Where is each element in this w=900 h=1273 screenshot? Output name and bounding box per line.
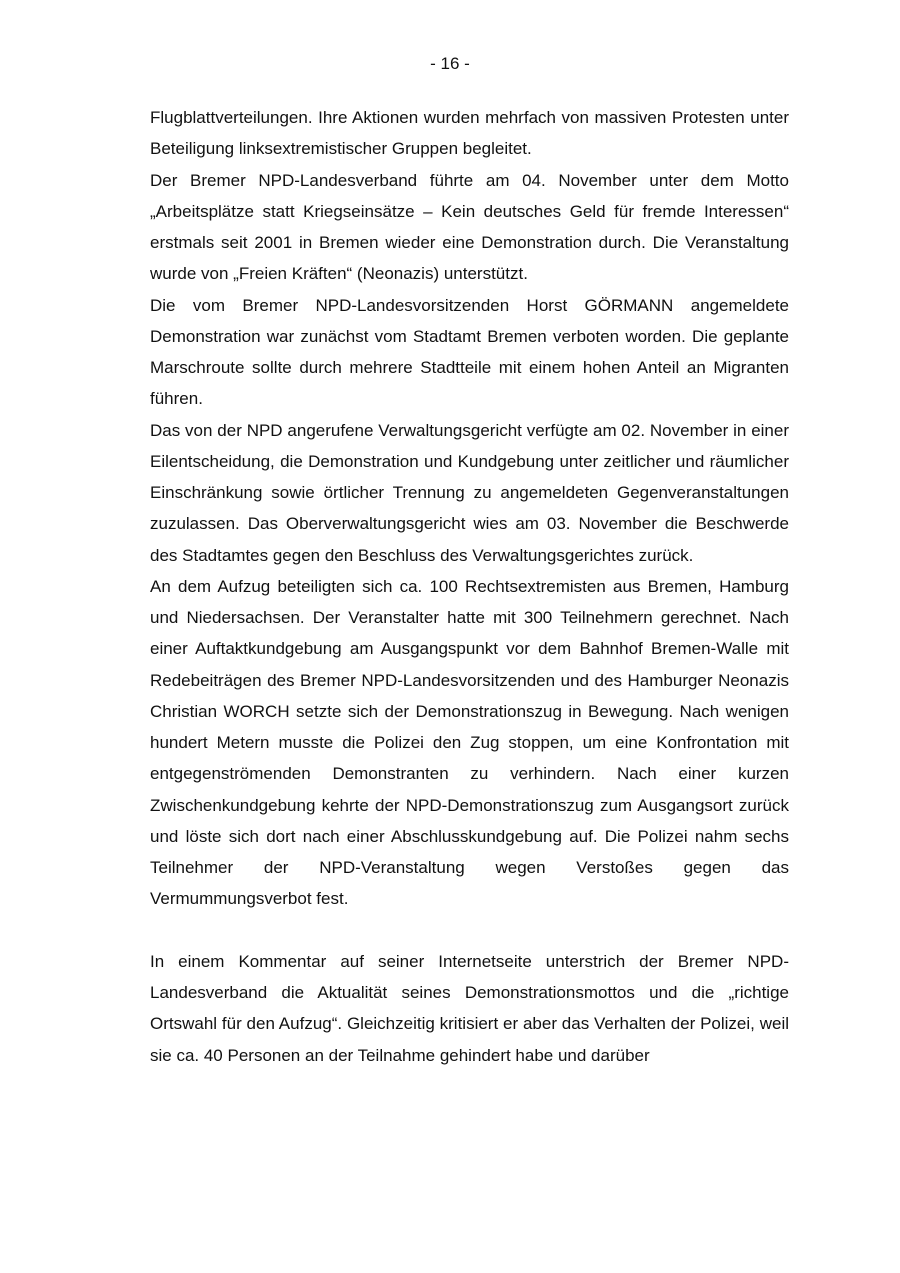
- paragraph-flyer-distribution: Flugblattverteilungen. Ihre Aktionen wurden mehrfach von massiven Protesten unter Beteiligung linksextremistischer Gruppen begleitet.: [150, 108, 789, 159]
- page-number: - 16 -: [430, 54, 470, 73]
- paragraph-npd-demonstration: Der Bremer NPD-Landesverband führte am 04. November unter dem Motto „Arbeitsplätze statt Kriegseinsätze – Kein deutsches Geld für fremde Interessen“ erstmals seit 2001 in Bremen wieder eine Demonstration durch. Die Veranstaltung wurde von „Freien Kräften“ (Neonazis) unterstützt.: [150, 170, 789, 284]
- paragraph-march-events: An dem Aufzug beteiligten sich ca. 100 Rechtsextremisten aus Bremen, Hamburg und Niedersachsen. Der Veranstalter hatte mit 300 Teilnehmern gerechnet. Nach einer Auftaktkundgebung am Ausgangspunkt vor dem Bahnhof Bremen-Walle mit Redebeiträgen des Bremer NPD-Landesvorsitzenden und des Hamburger Neonazis Christian WORCH setzte sich der Demonstrationszug in Bewegung. Nach wenigen hundert Metern musste die Polizei den Zug stoppen, um eine Konfrontation mit entgegenströmenden Demonstranten zu verhindern. Nach einer kurzen Zwischenkundgebung kehrte der NPD-Demonstrationszug zum Ausgangsort zurück und löste sich dort nach einer Abschlusskundgebung auf. Die Polizei nahm sechs Teilnehmer der NPD-Veranstaltung wegen Verstoßes gegen das Vermummungsverbot fest.: [150, 576, 789, 909]
- document-body: [150, 102, 789, 1071]
- paragraph-ban: Die vom Bremer NPD-Landesvorsitzenden Horst GÖRMANN angemeldete Demonstration war zunächst vom Stadtamt Bremen verboten worden. Die geplante Marschroute sollte durch mehrere Stadtteile mit einem hohen Anteil an Migranten führen.: [150, 295, 789, 409]
- paragraph-court-decision: Das von der NPD angerufene Verwaltungsgericht verfügte am 02. November in einer Eilentscheidung, die Demonstration und Kundgebung unter zeitlicher und räumlicher Einschränkung sowie örtlicher Trennung zu angemeldeten Gegenveranstaltungen zuzulassen. Das Oberverwaltungsgericht wies am 03. November die Beschwerde des Stadtamtes gegen den Beschluss des Verwaltungsgerichtes zurück.: [150, 420, 789, 565]
- paragraph-internet-comment: In einem Kommentar auf seiner Internetseite unterstrich der Bremer NPD-Landesverband die Aktualität seines Demonstrationsmottos und die „richtige Ortswahl für den Aufzug“. Gleichzeitig kritisiert er aber das Verhalten der Polizei, weil sie ca. 40 Personen an der Teilnahme gehindert habe und darüber: [150, 951, 789, 1065]
- paragraph-spacer: [150, 915, 789, 946]
